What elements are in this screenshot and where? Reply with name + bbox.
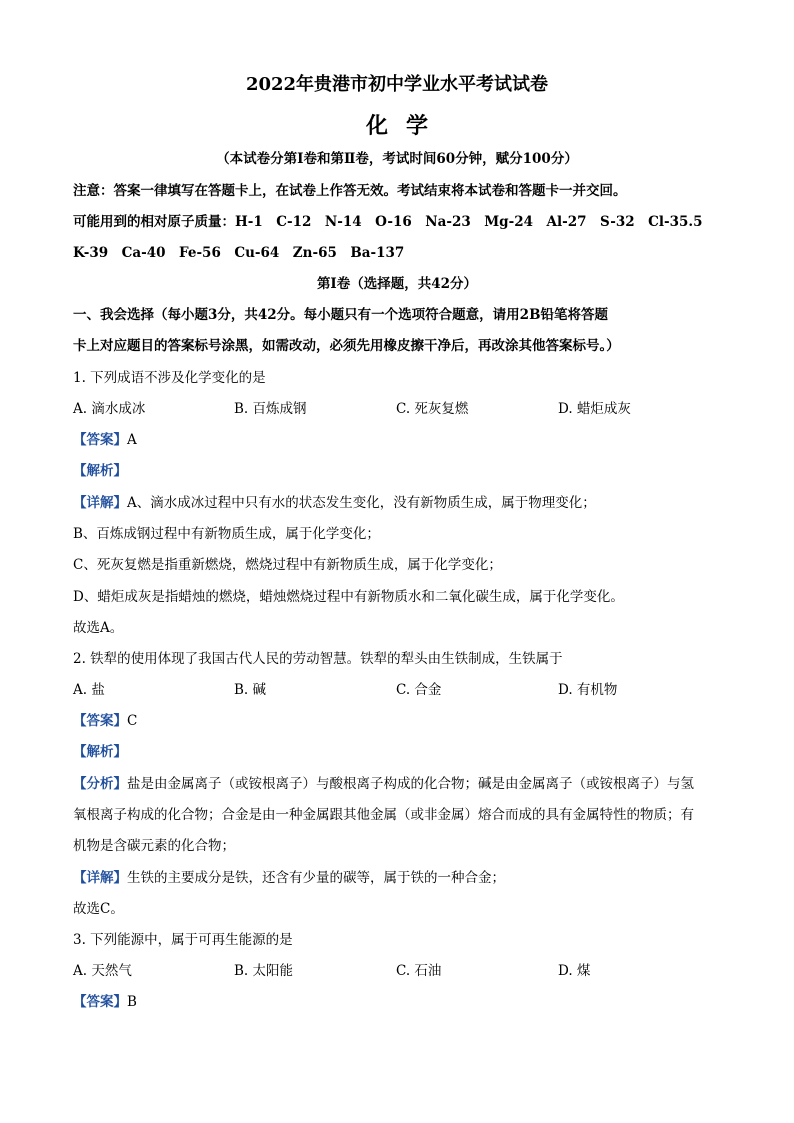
q2-answer [73,712,734,730]
detail-tag: 【详解】 [73,495,127,511]
question-2-stem: 2. 铁犁的使用体现了我国古代人民的劳动智慧。铁犁的犁头由生铁制成，生铁属于 [73,651,563,667]
exam-title: 2022年贵港市初中学业水平考试试卷 [245,74,549,95]
subject-title: 化学 [365,113,446,139]
q2-detail [73,869,734,887]
q2-fenxi-3: 机物是含碳元素的化合物； [73,838,235,854]
question-1-stem: 1. 下列成语不涉及化学变化的是 [73,370,266,386]
question-3-stem: 3. 下列能源中，属于可再生能源的是 [73,932,293,948]
q2-analysis-heading [73,743,734,761]
q1-detail-c: C、死灰复燃是指重新燃烧，燃烧过程中有新物质生成，属于化学变化； [73,557,502,573]
q1-detail-b: B、百炼成钢过程中有新物质生成，属于化学变化； [73,526,380,542]
q1-option-b: B. 百炼成钢 [234,401,307,417]
fenxi-text: 盐是由金属离子（或铵根离子）与酸根离子构成的化合物；碱是由金属离子（或铵根离子）与氢 [127,776,694,792]
q1-conclusion: 故选A。 [73,620,124,636]
notice: 注意：答案一律填写在答题卡上，在试卷上作答无效。考试结束将本试卷和答题卡一并交回。 [73,183,627,199]
q1-detail-d: D、蜡炬成灰是指蜡烛的燃烧，蜡烛燃烧过程中有新物质水和二氧化碳生成，属于化学变化。 [73,589,624,605]
part-title: 第Ⅰ卷（选择题，共42分） [316,276,478,292]
answer-value: A [127,432,137,448]
q1-answer [73,431,734,449]
answer-tag: 【答案】 [73,432,127,448]
q2-option-b: B. 碱 [234,682,267,698]
section-instruction-2: 卡上对应题目的答案标号涂黑，如需改动，必须先用橡皮擦干净后，再改涂其他答案标号。） [73,338,620,354]
q2-fenxi-1 [73,775,734,793]
fenxi-tag: 【分析】 [73,776,127,792]
answer-value: C [127,713,138,729]
q3-option-c: C. 石油 [396,963,442,979]
q3-answer [73,993,734,1011]
q2-option-d: D. 有机物 [558,682,618,698]
q1-analysis-heading [73,462,734,480]
q2-option-a: A. 盐 [73,682,105,698]
atomic-mass-line-2: K-39 Ca-40 Fe-56 Cu-64 Zn-65 Ba-137 [73,245,405,261]
answer-tag: 【答案】 [73,713,127,729]
q2-option-c: C. 合金 [396,682,442,698]
exam-info: （本试卷分第Ⅰ卷和第Ⅱ卷，考试时间60分钟，赋分100分） [216,151,578,167]
q1-option-c: C. 死灰复燃 [396,401,469,417]
answer-tag: 【答案】 [73,994,127,1010]
q1-option-a: A. 滴水成冰 [73,401,146,417]
detail-text: 生铁的主要成分是铁，还含有少量的碳等，属于铁的一种合金； [127,870,505,886]
atomic-mass-line-1: 可能用到的相对原子质量：H-1 C-12 N-14 O-16 Na-23 Mg-24 Al-27 S-32 Cl-35.5 [73,214,703,230]
section-instruction-1: 一、我会选择（每小题3分，共42分。每小题只有一个选项符合题意，请用2B铅笔将答题 [73,307,608,323]
q2-conclusion: 故选C。 [73,901,124,917]
q1-option-d: D. 蜡炬成灰 [558,401,631,417]
analysis-tag: 【解析】 [73,744,127,760]
q1-detail-a [73,494,734,512]
q2-fenxi-2: 氧根离子构成的化合物；合金是由一种金属跟其他金属（或非金属）熔合而成的具有金属特性的物质；有 [73,807,694,823]
analysis-tag: 【解析】 [73,463,127,479]
q3-option-a: A. 天然气 [73,963,132,979]
detail-tag: 【详解】 [73,870,127,886]
q3-option-b: B. 太阳能 [234,963,294,979]
q3-option-d: D. 煤 [558,963,591,979]
detail-text: A、滴水成冰过程中只有水的状态发生变化，没有新物质生成，属于物理变化； [127,495,596,511]
answer-value: B [127,994,137,1010]
